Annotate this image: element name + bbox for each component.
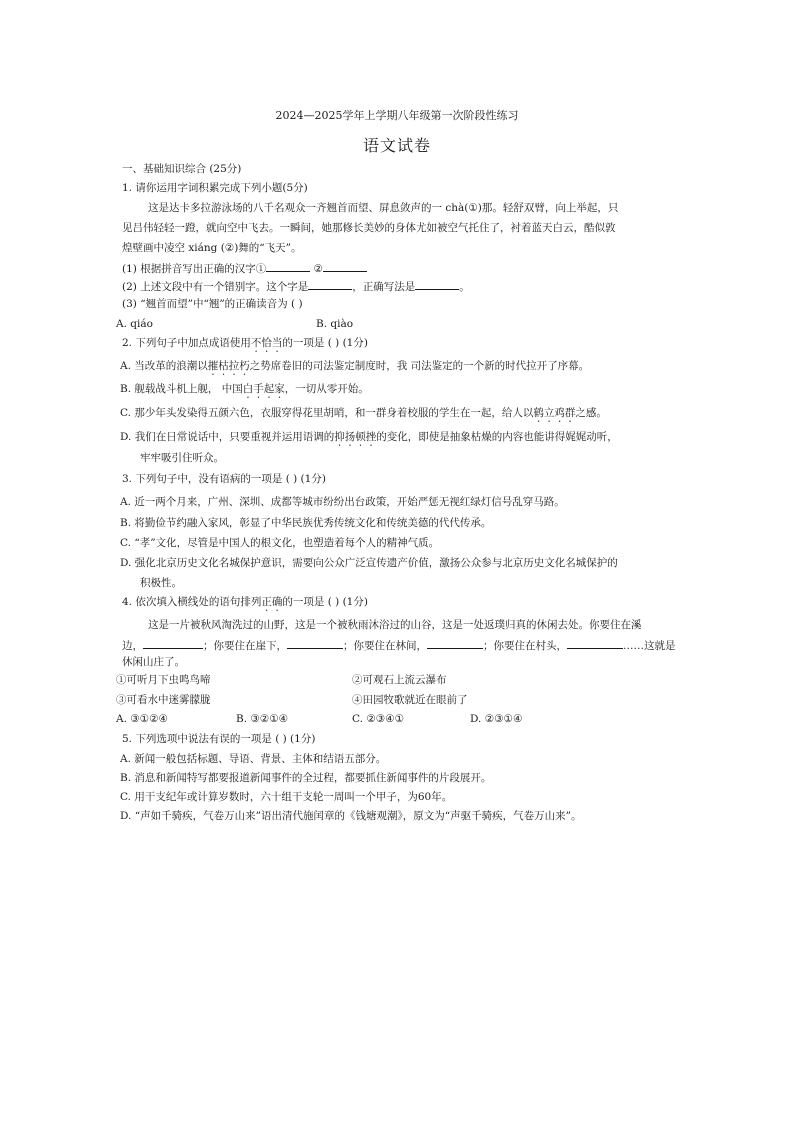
answer-blank[interactable] bbox=[143, 637, 203, 649]
q4-p2-c: ；你要住在林间， bbox=[343, 640, 427, 652]
q2-option-b[interactable] bbox=[120, 382, 369, 401]
q2-stem-b: 的一项是 ( ) (1分) bbox=[282, 337, 368, 349]
answer-blank[interactable] bbox=[287, 637, 343, 649]
q4-p2-e: ……这就是 bbox=[623, 640, 676, 652]
q1-sub1 bbox=[122, 260, 367, 276]
q2-b-pre: B. 舰载战斗机上舰， 中国 bbox=[120, 383, 243, 395]
q1-stem: 1. 请你运用字词积累完成下列小题(5分) bbox=[122, 182, 308, 194]
q1-sub2-c: 。 bbox=[459, 281, 470, 293]
q1-passage-line-3: 煌壁画中凌空 xiáng (②)舞的“飞天”。 bbox=[122, 242, 302, 254]
section-heading: 一、基础知识综合 (25分) bbox=[122, 163, 242, 175]
answer-blank[interactable] bbox=[323, 260, 367, 272]
q1-option-a[interactable]: A. qiáo bbox=[116, 318, 153, 330]
q4-option-d[interactable]: D. ②③①④ bbox=[470, 713, 523, 725]
q4-passage-line-1: 这是一片被秋风淘洗过的山野，这是一个被秋雨沐浴过的山谷，这是一处返璞归真的休闲去处。你要住在溪 bbox=[148, 619, 642, 631]
q1-passage-line-1: 这是达卡多拉游泳场的八千名观众一齐翘首而望、屏息敛声的一 chà(①)那。轻舒双臂，向上举起，只 bbox=[148, 202, 619, 214]
q2-a-idiom: 摧枯拉朽 bbox=[207, 360, 250, 372]
q2-stem-a: 2. 下列句子中加点成语使用 bbox=[122, 337, 251, 349]
q2-d-idiom: 抑扬顿挫 bbox=[334, 431, 377, 443]
q4-sentence-1: ①可听月下虫鸣鸟啼 bbox=[116, 674, 211, 686]
q5-option-b[interactable]: B. 消息和新闻特写都要报道新闻事件的全过程，都要抓住新闻事件的片段展开。 bbox=[120, 772, 492, 784]
answer-blank[interactable] bbox=[266, 260, 310, 272]
answer-blank[interactable] bbox=[415, 278, 459, 290]
q3-stem: 3. 下列句子中，没有语病的一项是 ( ) (1分) bbox=[122, 473, 326, 485]
q1-sub3: (3) “翘首而望”中“翘”的正确读音为 ( ) bbox=[122, 298, 303, 310]
q4-stem-emphasis: 正确 bbox=[261, 596, 283, 608]
q4-p2-d: ；你要住在村头， bbox=[483, 640, 567, 652]
q2-stem-emphasis: 不恰当 bbox=[250, 337, 283, 349]
q4-option-a[interactable]: A. ③①②④ bbox=[116, 713, 168, 725]
q1-passage-line-2: 见吕伟轻轻一蹬，就向空中飞去。一瞬间，她那修长美妙的身体尤如被空气托住了，衬着蓝天白云，酷似敦 bbox=[122, 222, 616, 234]
exam-header-title: 2024—2025学年上学期八年级第一次阶段性练习 bbox=[275, 109, 519, 122]
q2-a-pre: A. 当改革的浪潮以 bbox=[120, 360, 208, 372]
q4-sentence-4: ④田园牧歌就近在眼前了 bbox=[352, 694, 468, 706]
q2-option-a[interactable] bbox=[120, 359, 589, 378]
answer-blank[interactable] bbox=[567, 637, 623, 649]
q2-c-pre: C. 那少年头发染得五颜六色，衣服穿得花里胡哨，和一群身着校服的学生在一起，给人以 bbox=[120, 407, 534, 419]
q5-option-d[interactable]: D. “声如千骑疾，气卷万山来”语出清代施闰章的《钱塘观潮》，原文为“声驱千骑疾，气卷万山来”。 bbox=[120, 810, 582, 822]
exam-main-title: 语文试卷 bbox=[362, 136, 431, 155]
q5-option-a[interactable]: A. 新闻一般包括标题、导语、背景、主体和结语五部分。 bbox=[120, 753, 387, 765]
q2-d-post: 的变化，即使是抽象枯燥的内容也能讲得娓娓动听， bbox=[376, 431, 618, 443]
q2-a-post: 之势席卷旧的司法鉴定制度时，我 司法鉴定的一个新的时代拉开了序幕。 bbox=[249, 360, 590, 372]
q1-sub2-b: ，正确写法是 bbox=[352, 281, 416, 293]
q2-b-post: ，一切从零开始。 bbox=[284, 383, 369, 395]
q5-option-c[interactable]: C. 用干支纪年或计算岁数时，六十组干支轮一周叫一个甲子，为60年。 bbox=[120, 791, 453, 803]
q3-option-d-cont: 积极性。 bbox=[140, 577, 182, 589]
answer-blank[interactable] bbox=[308, 278, 352, 290]
answer-blank[interactable] bbox=[427, 637, 483, 649]
q3-option-d[interactable]: D. 强化北京历史文化名城保护意识，需要向公众广泛宣传遗产价值，激扬公众参与北京历史文化名城保护的 bbox=[120, 557, 618, 569]
q2-c-idiom: 鹤立鸡群 bbox=[533, 407, 576, 419]
q2-option-d-cont: 牢牢吸引住听众。 bbox=[140, 452, 224, 464]
q4-sentence-3: ③可看水中迷雾朦胧 bbox=[116, 694, 211, 706]
q4-option-c[interactable]: C. ②③④① bbox=[352, 713, 404, 725]
q4-p2-a: 边， bbox=[122, 640, 143, 652]
q4-stem bbox=[122, 595, 368, 614]
q4-stem-b: 的一项是 ( ) (1分) bbox=[282, 596, 368, 608]
q1-sub2-a: (2) 上述文段中有一个错别字。这个字是 bbox=[122, 281, 309, 293]
q4-passage-line-2 bbox=[122, 637, 676, 653]
q4-p2-b: ；你要住在崖下， bbox=[203, 640, 287, 652]
q3-option-a[interactable]: A. 近一两个月来，广州、深圳、成都等城市纷纷出台政策，开始严惩无视红绿灯信号乱穿马路。 bbox=[120, 496, 565, 508]
q2-c-post: 之感。 bbox=[575, 407, 607, 419]
q1-sub1-text: (1) 根据拼音写出正确的汉字① bbox=[122, 263, 267, 275]
q5-stem: 5. 下列选项中说法有误的一项是 ( ) (1分) bbox=[122, 733, 316, 745]
q3-option-c[interactable]: C. “孝”文化，尽管是中国人的根文化，也塑造着每个人的精神气质。 bbox=[120, 537, 440, 549]
q1-option-b[interactable]: B. qiào bbox=[316, 318, 354, 330]
q3-option-b[interactable]: B. 将勤俭节约融入家风，彰显了中华民族优秀传统文化和传统美德的代代传承。 bbox=[120, 517, 492, 529]
q1-sub1-mid: ② bbox=[310, 263, 323, 275]
q2-b-idiom: 白手起家 bbox=[242, 383, 285, 395]
q1-sub2 bbox=[122, 278, 470, 294]
q4-sentence-2: ②可观石上流云瀑布 bbox=[352, 674, 447, 686]
q2-d-pre: D. 我们在日常说话中，只要重视并运用语调的 bbox=[120, 431, 335, 443]
q4-option-b[interactable]: B. ③②①④ bbox=[236, 713, 289, 725]
q2-option-d[interactable] bbox=[120, 430, 618, 449]
q2-stem bbox=[122, 336, 368, 355]
q4-stem-a: 4. 依次填入横线处的语句排列 bbox=[122, 596, 262, 608]
q4-passage-line-3: 休闲山庄了。 bbox=[122, 656, 185, 668]
q2-option-c[interactable] bbox=[120, 406, 607, 425]
